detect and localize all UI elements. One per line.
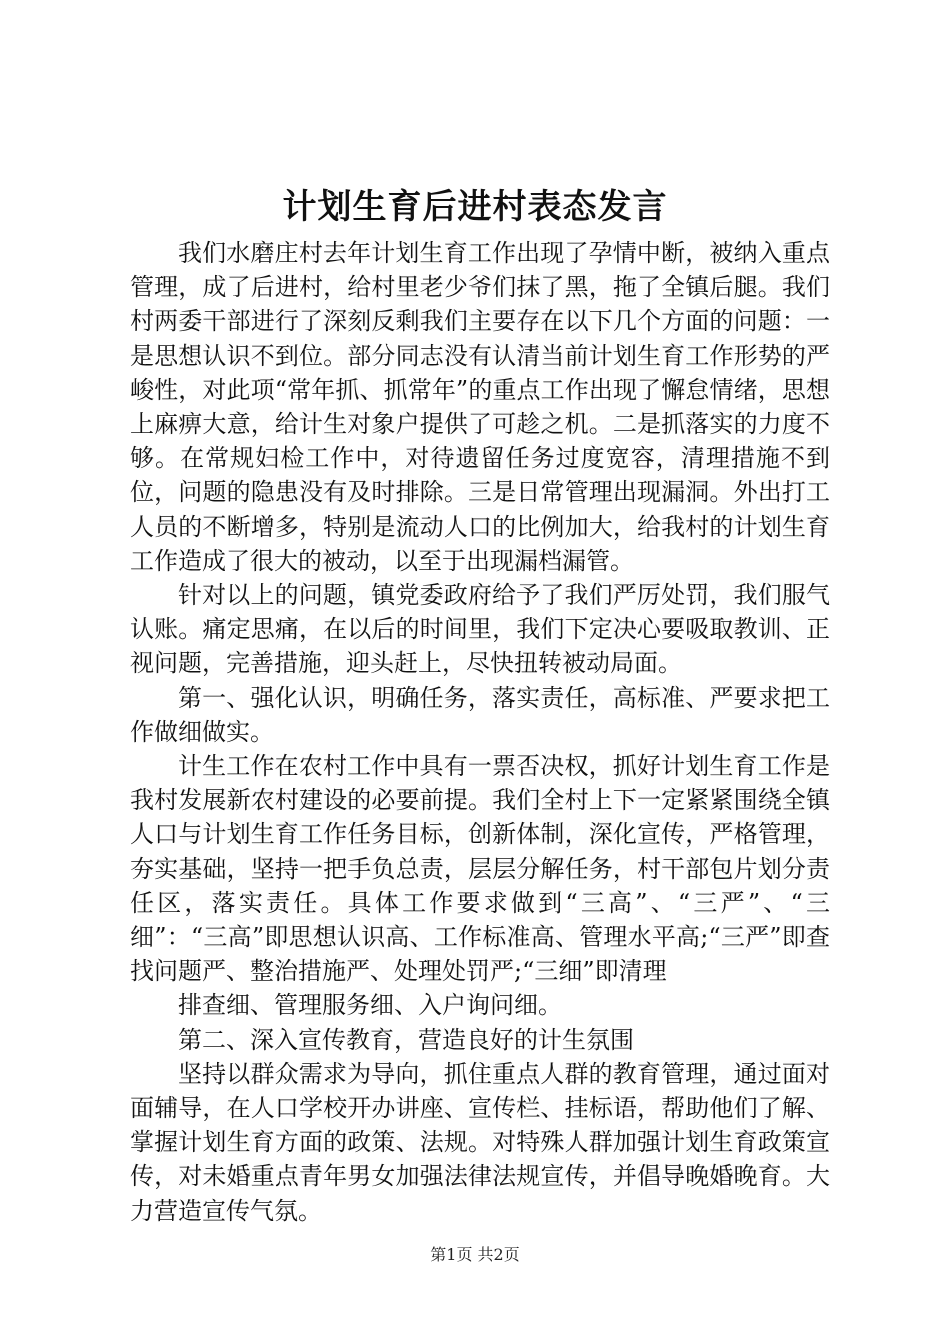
paragraph-second-detail: 坚持以群众需求为导向，抓住重点人群的教育管理，通过面对面辅导，在人口学校开办讲座、宣传栏、挂标语，帮助他们了解、掌握计划生育方面的政策、法规。对特殊人群加强计划生育政策宣传，对未婚重点青年男女加强法律法规宣传，并倡导晚婚晚育。大力营造宣传气氛。 xyxy=(130,1059,830,1225)
page-number-footer: 第1页 共2页 xyxy=(430,1245,520,1264)
section-heading-second: 第二、深入宣传教育，营造良好的计生氛围 xyxy=(178,1025,634,1054)
paragraph-first-detail: 计生工作在农村工作中具有一票否决权，抓好计划生育工作是我村发展新农村建设的必要前提。我们全村上下一定紧紧围绕全镇人口与计划生育工作任务目标，创新体制，深化宣传，严格管理，夯实基础，坚持一把手负总责，层层分解任务，村干部包片划分责任区，落实责任。具体工作要求做到“三高”、“三严”、“三细”：“三高”即思想认识高、工作标准高、管理水平高;“三严”即查找问题严、整治措施严、处理处罚严;“三细”即清理 xyxy=(130,752,830,986)
section-heading-first: 第一、强化认识，明确任务，落实责任，高标准、严要求把工作做细做实。 xyxy=(130,683,830,746)
paragraph-response: 针对以上的问题，镇党委政府给予了我们严厉处罚，我们服气认账。痛定思痛，在以后的时间里，我们下定决心要吸取教训、正视问题，完善措施，迎头赶上，尽快扭转被动局面。 xyxy=(130,581,830,678)
paragraph-first-continued: 排查细、管理服务细、入户询问细。 xyxy=(178,991,562,1020)
document-title: 计划生育后进村表态发言 xyxy=(282,187,668,227)
document-body xyxy=(130,236,830,1228)
paragraph-problems: 我们水磨庄村去年计划生育工作出现了孕情中断，被纳入重点管理，成了后进村，给村里老少爷们抹了黑，拖了全镇后腿。我们村两委干部进行了深刻反剩我们主要存在以下几个方面的问题：一是思想认识不到位。部分同志没有认清当前计划生育工作形势的严峻性，对此项“常年抓、抓常年”的重点工作出现了懈怠情绪，思想上麻痹大意，给计生对象户提供了可趁之机。二是抓落实的力度不够。在常规妇检工作中，对待遗留任务过度宽容，清理措施不到位，问题的隐患没有及时排除。三是日常管理出现漏洞。外出打工人员的不断增多，特别是流动人口的比例加大，给我村的计划生育工作造成了很大的被动，以至于出现漏档漏管。 xyxy=(130,239,830,575)
